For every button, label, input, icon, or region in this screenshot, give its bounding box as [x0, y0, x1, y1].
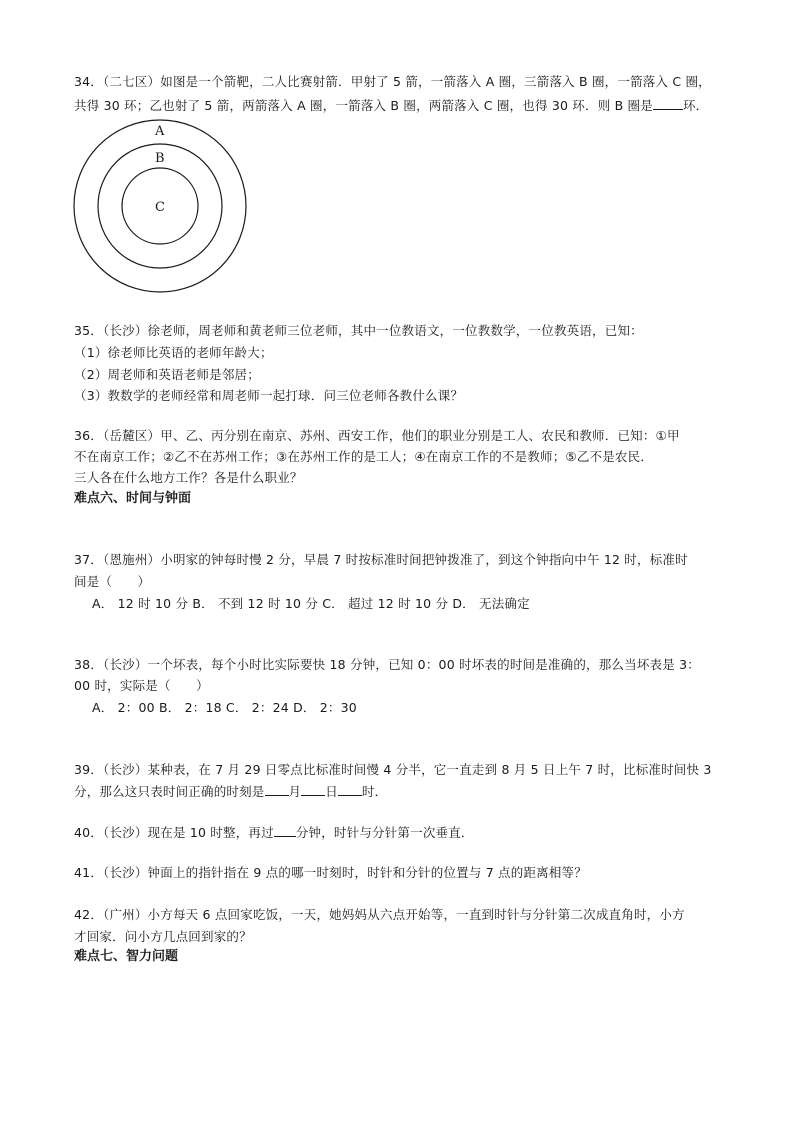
q34-line2-text: 共得 30 环；乙也射了 5 箭，两箭落入 A 圈，一箭落入 B 圈，两箭落入 C 圈，也得 30 环．则 B 圈是: [74, 98, 653, 113]
q34-line1: 34．（二七区）如图是一个箭靶，二人比赛射箭．甲射了 5 箭，一箭落入 A 圈，三箭落入 B 圈，一箭落入 C 圈，: [74, 74, 711, 89]
q37-line2: 间是（ ）: [74, 574, 151, 589]
q38-line2: 00 时，实际是（ ）: [74, 678, 209, 693]
q35-line4: （3）教数学的老师经常和周老师一起打球．问三位老师各教什么课？: [74, 388, 464, 403]
q40-text-end: 分钟，时针与分针第一次垂直．: [295, 825, 474, 840]
q35-line2: （1）徐老师比英语的老师年龄大；: [74, 345, 273, 360]
label-a: A: [155, 124, 165, 139]
q36-line3: 三人各在什么地方工作？各是什么职业？: [74, 470, 303, 485]
label-b: B: [155, 151, 165, 166]
q38-options: A． 2：00 B． 2：18 C． 2：24 D． 2：30: [92, 700, 357, 715]
q42-line1: 42．（广州）小方每天 6 点回家吃饭，一天，她妈妈从六点开始等，一直到时针与分针第二次成直角时，小方: [74, 907, 685, 922]
q39-month-label: 月: [288, 784, 302, 799]
q40-text: 40．（长沙）现在是 10 时整，再过: [74, 825, 274, 840]
q36-line1: 36．（岳麓区）甲、乙、丙分别在南京、苏州、西安工作，他们的职业分别是工人、农民和教师．已知：①甲: [74, 428, 680, 443]
label-c: C: [155, 200, 165, 215]
section-heading-6: 难点六、时间与钟面: [74, 491, 192, 506]
q38-line1: 38．（长沙）一个坏表，每个小时比实际要快 18 分钟，已知 0：00 时坏表的时间是准确的，那么当坏表是 3：: [74, 657, 700, 672]
q41-line1: 41．（长沙）钟面上的指针指在 9 点的哪一时刻时，时针和分针的位置与 7 点的距离相等？: [74, 865, 587, 880]
q34-line2: [74, 97, 708, 114]
section-heading-7: 难点七、智力问题: [74, 949, 179, 964]
q35-line3: （2）周老师和英语老师是邻居；: [74, 367, 260, 382]
q35-line1: 35．（长沙）徐老师，周老师和黄老师三位老师，其中一位教语文，一位教数学，一位教英语，已知：: [74, 323, 643, 338]
q39-line2: [74, 783, 387, 800]
q42-line2: 才回家．问小方几点回到家的？: [74, 929, 252, 944]
q34-line2-end: 环．: [682, 98, 709, 113]
q39-line1: 39．（长沙）某种表，在 7 月 29 日零点比标准时间慢 4 分半，它一直走到 8 月 5 日上午 7 时，比标准时间快 3: [74, 762, 712, 777]
q39-hour-label: 时．: [361, 784, 388, 799]
q40-line: [74, 824, 474, 841]
q39-day-blank: [301, 783, 325, 796]
q40-answer-blank: [274, 824, 296, 837]
q37-options: A． 12 时 10 分 B． 不到 12 时 10 分 C． 超过 12 时 10 分 D． 无法确定: [92, 596, 530, 611]
q39-hour-blank: [338, 783, 362, 796]
q39-month-blank: [265, 783, 289, 796]
q39-day-label: 日: [325, 784, 338, 799]
target-diagram: [72, 118, 252, 298]
q34-answer-blank: [653, 97, 683, 110]
q37-line1: 37．（恩施州）小明家的钟每时慢 2 分，早晨 7 时按标准时间把钟拨准了，到这个钟指向中午 12 时，标准时: [74, 552, 688, 567]
q36-line2: 不在南京工作；②乙不在苏州工作；③在苏州工作的是工人；④在南京工作的不是教师；⑤乙不是农民．: [74, 449, 654, 464]
q39-line2-text: 分，那么这只表时间正确的时刻是: [74, 784, 265, 799]
